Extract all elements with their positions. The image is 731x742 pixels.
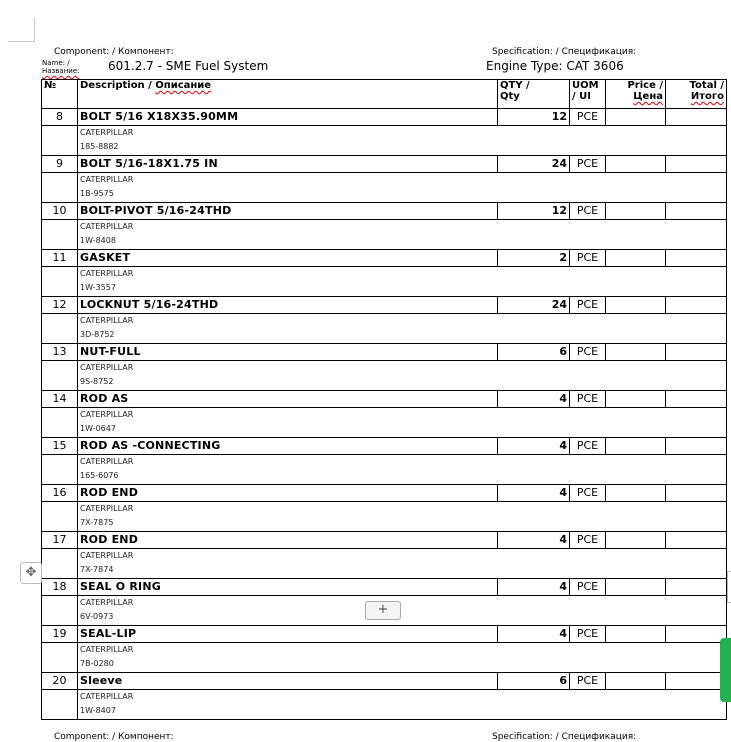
item-qty[interactable]: 4 xyxy=(498,579,570,596)
item-total[interactable] xyxy=(666,626,727,643)
item-part-number: 9S-8752 xyxy=(80,377,114,386)
header-uom-line2: / UI xyxy=(572,91,591,102)
header-description-ru: Описание xyxy=(155,80,212,91)
item-description[interactable]: GASKET xyxy=(78,250,498,267)
item-total[interactable] xyxy=(666,109,727,126)
item-part-number: 1W-3557 xyxy=(80,283,116,292)
item-detail xyxy=(78,220,727,250)
crop-mark-horizontal xyxy=(8,41,35,42)
item-qty[interactable]: 12 xyxy=(498,203,570,220)
item-description[interactable]: ROD AS -CONNECTING xyxy=(78,438,498,455)
item-description[interactable]: ROD END xyxy=(78,532,498,549)
feedback-tab[interactable] xyxy=(720,638,731,702)
item-qty[interactable]: 4 xyxy=(498,532,570,549)
table-move-handle-icon[interactable]: ✥ xyxy=(20,562,42,584)
item-price[interactable] xyxy=(606,626,666,643)
item-part-number: 7X-7875 xyxy=(80,518,114,527)
item-detail-row xyxy=(42,126,727,156)
table-row xyxy=(42,485,727,502)
item-detail xyxy=(78,690,727,720)
item-description[interactable]: Sleeve xyxy=(78,673,498,690)
item-price[interactable] xyxy=(606,579,666,596)
header-total-line2: Итого xyxy=(690,91,724,102)
item-total[interactable] xyxy=(666,579,727,596)
item-detail xyxy=(78,596,727,626)
item-description[interactable]: NUT-FULL xyxy=(78,344,498,361)
table-row xyxy=(42,109,727,126)
item-detail xyxy=(78,173,727,203)
item-no[interactable]: 16 xyxy=(42,485,78,502)
item-detail-spacer xyxy=(42,126,78,156)
header-total-line1: Total / xyxy=(689,80,724,91)
item-total[interactable] xyxy=(666,532,727,549)
item-manufacturer: CATERPILLAR xyxy=(80,692,134,701)
item-qty[interactable]: 24 xyxy=(498,156,570,173)
item-total[interactable] xyxy=(666,485,727,502)
item-description[interactable]: BOLT 5/16-18X1.75 IN xyxy=(78,156,498,173)
name-label xyxy=(42,59,79,75)
item-detail-row xyxy=(42,173,727,203)
item-uom[interactable]: PCE xyxy=(570,156,606,173)
item-qty[interactable]: 6 xyxy=(498,344,570,361)
header-qty-line1: QTY / xyxy=(500,80,530,91)
item-price[interactable] xyxy=(606,344,666,361)
item-part-number: 1W-8408 xyxy=(80,236,116,245)
item-qty[interactable]: 24 xyxy=(498,297,570,314)
item-manufacturer: CATERPILLAR xyxy=(80,504,134,513)
item-detail xyxy=(78,455,727,485)
item-qty[interactable]: 4 xyxy=(498,391,570,408)
item-price[interactable] xyxy=(606,532,666,549)
table-row xyxy=(42,391,727,408)
item-detail-spacer xyxy=(42,220,78,250)
item-detail-row xyxy=(42,267,727,297)
engine-type xyxy=(486,59,624,73)
component-label-text: Component: / Компонент: xyxy=(54,47,174,57)
item-total[interactable] xyxy=(666,391,727,408)
item-description[interactable]: ROD END xyxy=(78,485,498,502)
item-qty[interactable]: 12 xyxy=(498,109,570,126)
item-detail-row xyxy=(42,502,727,532)
item-uom[interactable]: PCE xyxy=(570,297,606,314)
table-row xyxy=(42,156,727,173)
item-manufacturer: CATERPILLAR xyxy=(80,598,134,607)
header-uom xyxy=(570,80,606,109)
side-panel-tab[interactable] xyxy=(727,571,731,603)
item-part-number: 1B-9575 xyxy=(80,189,114,198)
item-description[interactable]: SEAL-LIP xyxy=(78,626,498,643)
item-detail-spacer xyxy=(42,549,78,579)
header-total xyxy=(666,80,727,109)
table-row xyxy=(42,250,727,267)
item-detail-spacer xyxy=(42,455,78,485)
item-part-number: 1W-0647 xyxy=(80,424,116,433)
item-detail-row xyxy=(42,220,727,250)
crop-mark-vertical xyxy=(34,18,35,42)
item-part-number: 7X-7874 xyxy=(80,565,114,574)
item-manufacturer: CATERPILLAR xyxy=(80,551,134,560)
item-qty[interactable]: 4 xyxy=(498,438,570,455)
name-label-line2: Название: xyxy=(42,67,80,75)
header-uom-line1: UOM xyxy=(572,80,599,91)
header-qty xyxy=(498,80,570,109)
item-no[interactable]: 10 xyxy=(42,203,78,220)
item-detail-row xyxy=(42,408,727,438)
engine-type-value: CAT 3606 xyxy=(566,59,624,73)
add-row-button[interactable]: + xyxy=(365,601,401,620)
item-detail xyxy=(78,408,727,438)
specification-label: Specification: / Спецификация: xyxy=(492,47,637,57)
table-header-row xyxy=(42,80,727,109)
item-detail xyxy=(78,361,727,391)
item-price[interactable] xyxy=(606,391,666,408)
header-price xyxy=(606,80,666,109)
item-description[interactable]: ROD AS xyxy=(78,391,498,408)
table-row xyxy=(42,203,727,220)
item-no[interactable]: 12 xyxy=(42,297,78,314)
item-qty[interactable]: 2 xyxy=(498,250,570,267)
item-manufacturer: CATERPILLAR xyxy=(80,269,134,278)
item-price[interactable] xyxy=(606,156,666,173)
item-part-number: 165-6076 xyxy=(80,471,119,480)
item-uom[interactable]: PCE xyxy=(570,626,606,643)
item-uom[interactable]: PCE xyxy=(570,109,606,126)
item-manufacturer: CATERPILLAR xyxy=(80,645,134,654)
header-price-line2: Цена xyxy=(633,91,663,102)
item-uom[interactable]: PCE xyxy=(570,485,606,502)
item-price[interactable] xyxy=(606,250,666,267)
item-uom[interactable]: PCE xyxy=(570,344,606,361)
item-qty[interactable]: 6 xyxy=(498,673,570,690)
item-detail-spacer xyxy=(42,267,78,297)
item-detail xyxy=(78,643,727,673)
item-no[interactable]: 11 xyxy=(42,250,78,267)
item-detail-spacer xyxy=(42,361,78,391)
item-no[interactable]: 18 xyxy=(42,579,78,596)
item-detail-row xyxy=(42,361,727,391)
item-qty[interactable]: 4 xyxy=(498,626,570,643)
item-detail-spacer xyxy=(42,314,78,344)
item-price[interactable] xyxy=(606,438,666,455)
item-uom[interactable]: PCE xyxy=(570,579,606,596)
header-no: № xyxy=(42,80,78,109)
table-row xyxy=(42,626,727,643)
item-description[interactable]: BOLT 5/16 X18X35.90MM xyxy=(78,109,498,126)
item-total[interactable] xyxy=(666,250,727,267)
footer-specification-label: Specification: / Спецификация: xyxy=(492,732,637,742)
item-detail-spacer xyxy=(42,690,78,720)
table-row xyxy=(42,532,727,549)
header-description xyxy=(78,80,498,109)
item-part-number: 185-8882 xyxy=(80,142,119,151)
table-row xyxy=(42,673,727,690)
item-detail-row xyxy=(42,549,727,579)
item-total[interactable] xyxy=(666,156,727,173)
item-no[interactable]: 20 xyxy=(42,673,78,690)
name-label-line1: Name: / xyxy=(42,59,70,67)
table-row xyxy=(42,297,727,314)
item-no[interactable]: 19 xyxy=(42,626,78,643)
item-total[interactable] xyxy=(666,438,727,455)
item-detail xyxy=(78,314,727,344)
item-detail-row xyxy=(42,455,727,485)
item-total[interactable] xyxy=(666,344,727,361)
item-part-number: 3D-8752 xyxy=(80,330,115,339)
item-price[interactable] xyxy=(606,297,666,314)
item-description[interactable]: LOCKNUT 5/16-24THD xyxy=(78,297,498,314)
table-row xyxy=(42,344,727,361)
item-total[interactable] xyxy=(666,673,727,690)
item-detail-spacer xyxy=(42,643,78,673)
item-uom[interactable]: PCE xyxy=(570,532,606,549)
item-detail-row xyxy=(42,690,727,720)
item-price[interactable] xyxy=(606,673,666,690)
component-label xyxy=(54,47,174,57)
item-part-number: 7B-0280 xyxy=(80,659,114,668)
item-no[interactable]: 14 xyxy=(42,391,78,408)
table-row xyxy=(42,579,727,596)
footer-component-label: Component: / Компонент: xyxy=(54,732,174,742)
item-no[interactable]: 15 xyxy=(42,438,78,455)
item-manufacturer: CATERPILLAR xyxy=(80,410,134,419)
item-detail-spacer xyxy=(42,502,78,532)
item-manufacturer: CATERPILLAR xyxy=(80,457,134,466)
item-uom[interactable]: PCE xyxy=(570,391,606,408)
item-manufacturer: CATERPILLAR xyxy=(80,222,134,231)
item-uom[interactable]: PCE xyxy=(570,673,606,690)
item-detail-spacer xyxy=(42,596,78,626)
item-price[interactable] xyxy=(606,485,666,502)
item-no[interactable]: 9 xyxy=(42,156,78,173)
item-no[interactable]: 8 xyxy=(42,109,78,126)
item-description[interactable]: SEAL O RING xyxy=(78,579,498,596)
header-description-en: Description / xyxy=(80,80,156,91)
item-detail xyxy=(78,126,727,156)
item-detail xyxy=(78,549,727,579)
item-uom[interactable]: PCE xyxy=(570,250,606,267)
item-manufacturer: CATERPILLAR xyxy=(80,316,134,325)
item-manufacturer: CATERPILLAR xyxy=(80,128,134,137)
item-detail-spacer xyxy=(42,173,78,203)
engine-type-label: Engine Type: xyxy=(486,59,563,73)
header-price-line1: Price / xyxy=(627,80,663,91)
item-total[interactable] xyxy=(666,203,727,220)
item-part-number: 1W-8407 xyxy=(80,706,116,715)
specification-table xyxy=(41,79,727,720)
item-part-number: 6V-0973 xyxy=(80,612,114,621)
item-qty[interactable]: 4 xyxy=(498,485,570,502)
item-detail xyxy=(78,502,727,532)
item-manufacturer: CATERPILLAR xyxy=(80,363,134,372)
item-detail xyxy=(78,267,727,297)
item-total[interactable] xyxy=(666,297,727,314)
item-price[interactable] xyxy=(606,203,666,220)
item-description[interactable]: BOLT-PIVOT 5/16-24THD xyxy=(78,203,498,220)
item-uom[interactable]: PCE xyxy=(570,203,606,220)
item-no[interactable]: 13 xyxy=(42,344,78,361)
item-detail-spacer xyxy=(42,408,78,438)
item-detail-row xyxy=(42,643,727,673)
item-manufacturer: CATERPILLAR xyxy=(80,175,134,184)
header-qty-line2: Qty xyxy=(500,91,520,102)
table-row xyxy=(42,438,727,455)
item-detail-row xyxy=(42,314,727,344)
item-uom[interactable]: PCE xyxy=(570,438,606,455)
component-value: 601.2.7 - SME Fuel System xyxy=(108,59,269,73)
item-price[interactable] xyxy=(606,109,666,126)
item-no[interactable]: 17 xyxy=(42,532,78,549)
